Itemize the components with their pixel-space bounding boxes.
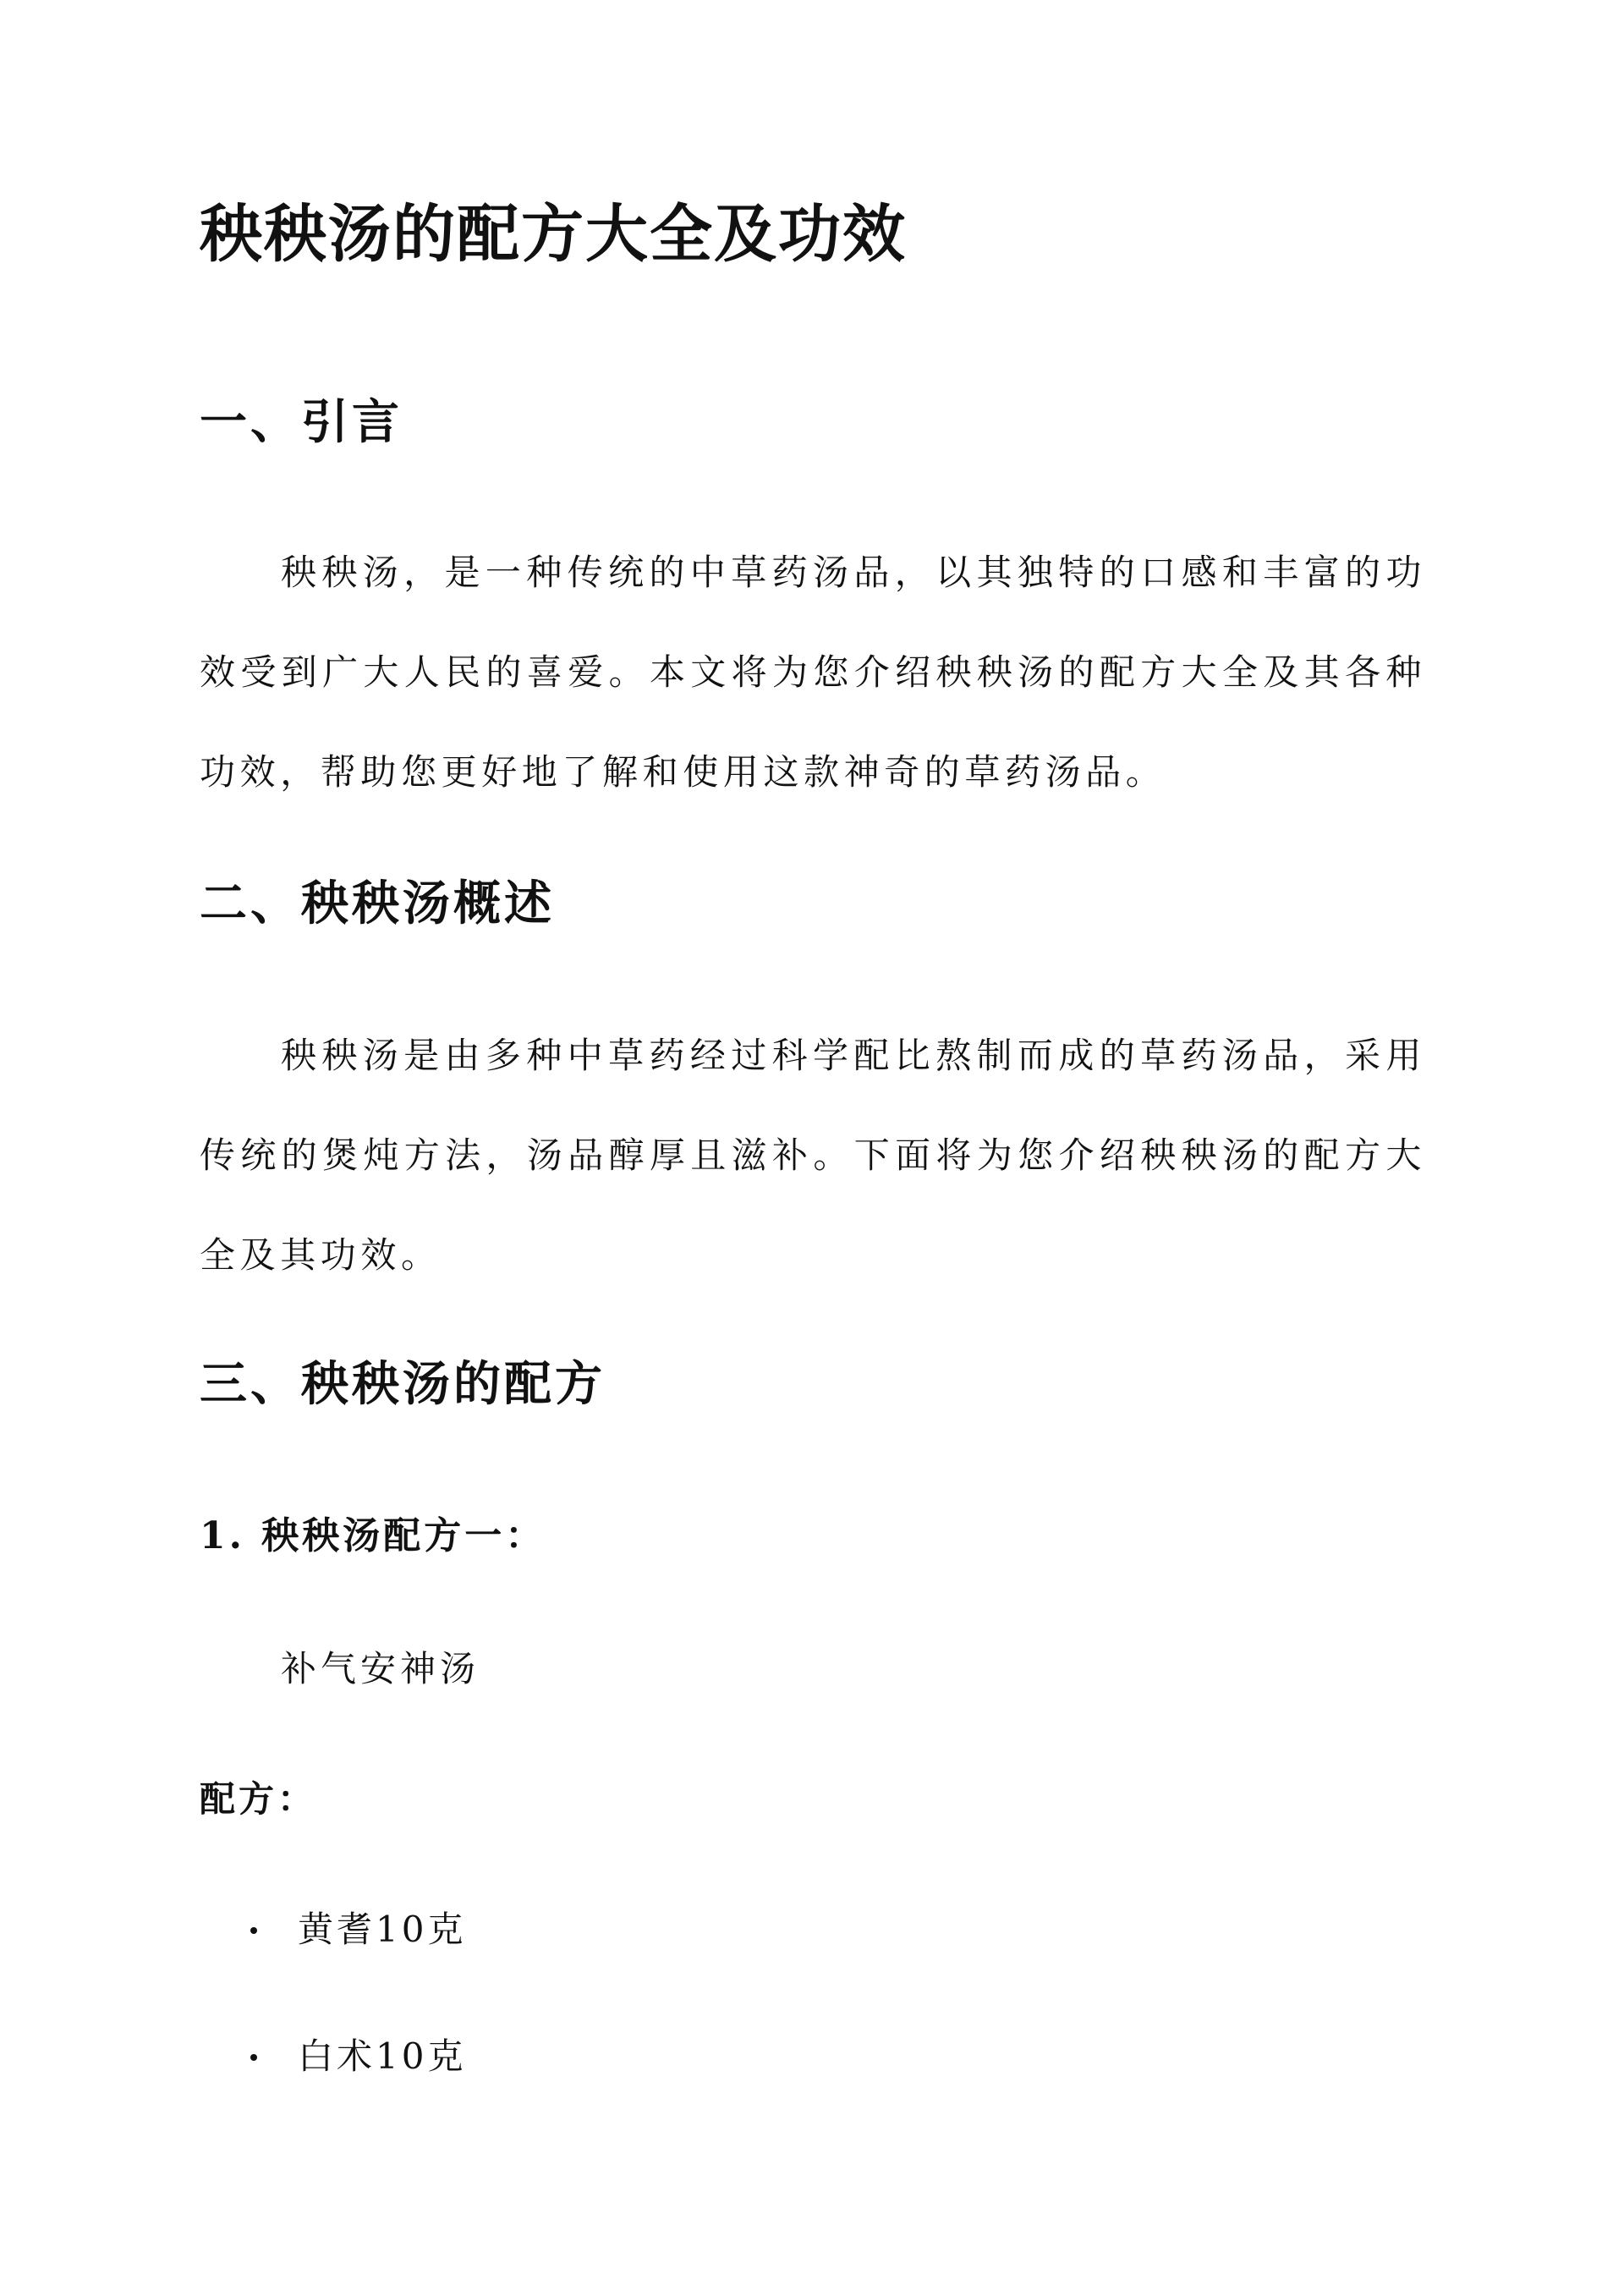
recipe-heading: 1. 秧秧汤配方一： [200,1514,546,1557]
bullet-icon [250,2054,257,2061]
ingredient-text: 白术10克 [298,2035,467,2077]
introduction-paragraph: 秧秧汤，是一种传统的中草药汤品，以其独特的口感和丰富的功效受到广大人民的喜爱。本文将为您介绍秧秧汤的配方大全及其各种功效，帮助您更好地了解和使用这款神奇的草药汤品。 [200,552,1426,793]
section-heading-recipes: 三、秧秧汤的配方 [200,1356,606,1412]
formula-label: 配方： [200,1778,317,1820]
document-title: 秧秧汤的配方大全及功效 [200,198,907,271]
recipe-name: 补气安神汤 [281,1648,480,1689]
section-heading-overview: 二、秧秧汤概述 [200,876,555,931]
bullet-icon [250,1927,257,1934]
overview-paragraph: 秧秧汤是由多种中草药经过科学配比熬制而成的草药汤品，采用传统的煲炖方法，汤品醇厚且滋补。下面将为您介绍秧秧汤的配方大全及其功效。 [200,1035,1426,1276]
section-heading-introduction: 一、引言 [200,394,403,450]
ingredient-text: 黄耆10克 [298,1909,467,1950]
